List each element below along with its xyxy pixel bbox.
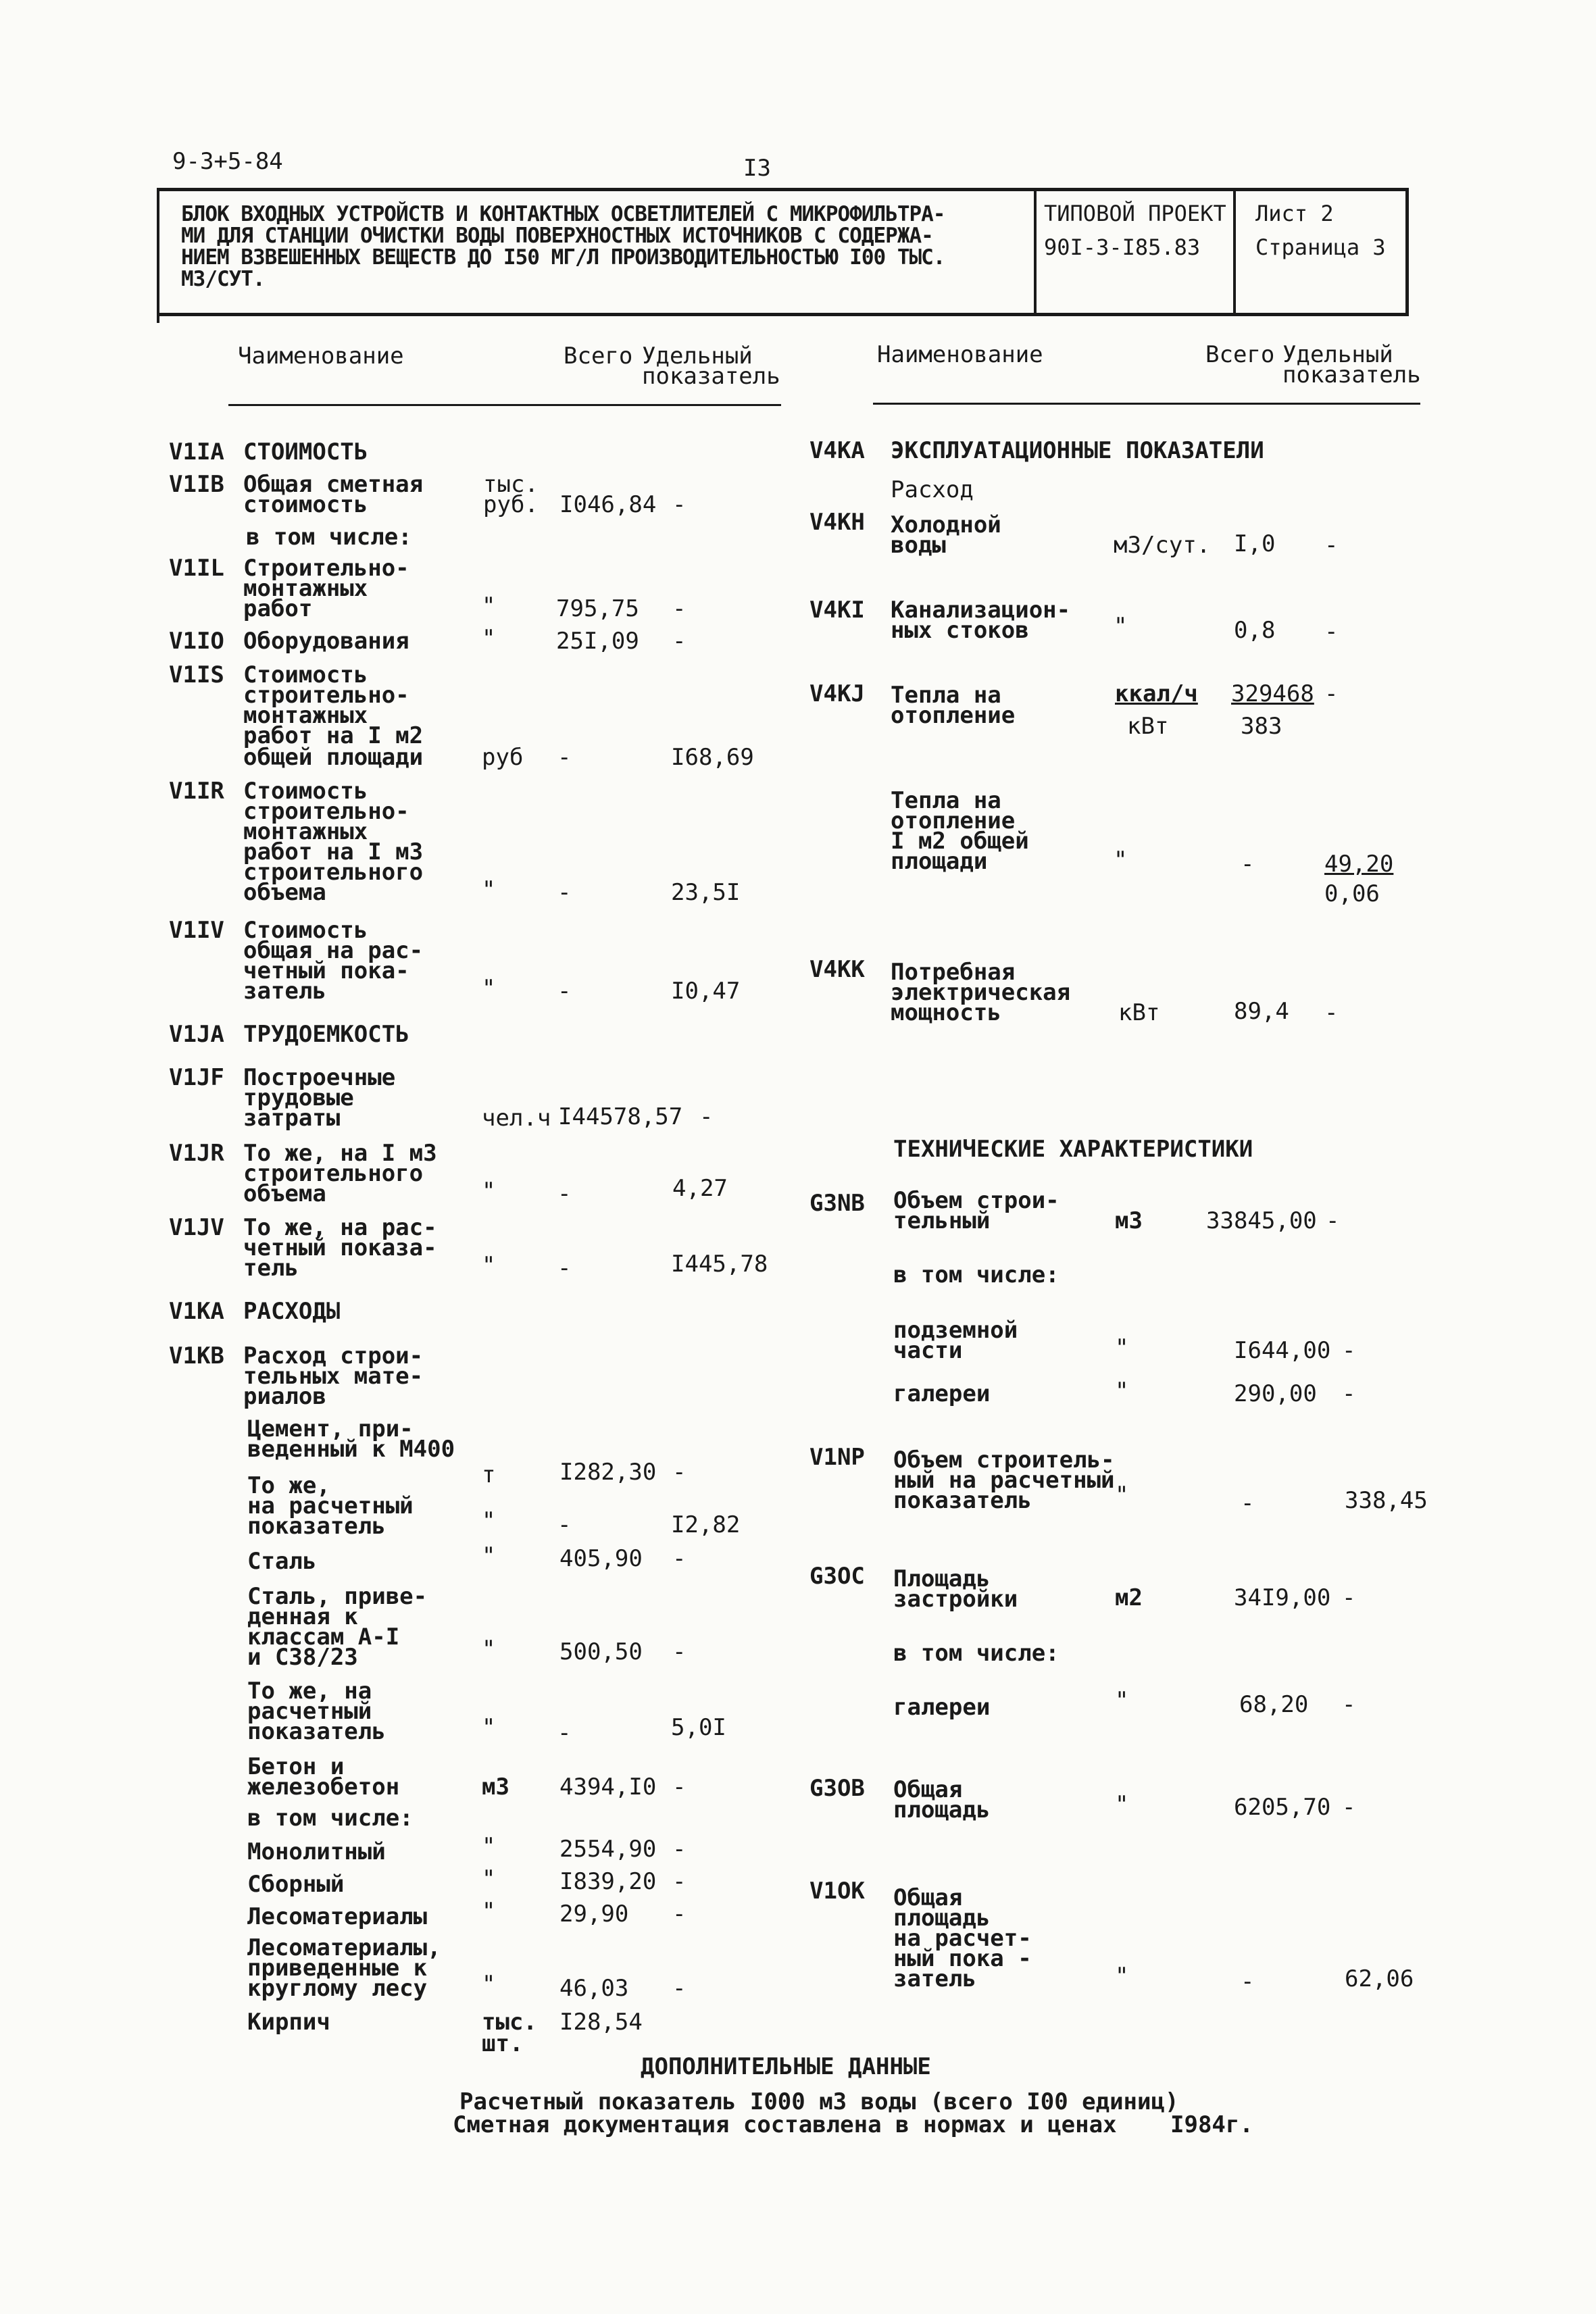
row-unit: руб (482, 744, 524, 771)
code-v1io: V1IO (169, 628, 224, 655)
row-specific: 338,45 (1345, 1487, 1428, 1514)
row-specific: 4,27 (672, 1175, 728, 1202)
row-specific: - (672, 1868, 687, 1895)
left-col-name-header: Чаименование (238, 343, 404, 370)
row-name: Объем строи- (893, 1187, 1059, 1214)
code-v1jf: V1JF (169, 1064, 224, 1091)
row-name: классам А-I (247, 1624, 400, 1651)
row-name: Строительно- (243, 555, 409, 582)
row-specific: - (1342, 1691, 1356, 1718)
row-name: Стоимость (243, 661, 368, 688)
row-total: I644,00 (1234, 1337, 1331, 1364)
row-total: 68,20 (1239, 1691, 1309, 1718)
row-name: четный пока- (243, 957, 409, 984)
row-total: 33845,00 (1206, 1207, 1317, 1234)
row-specific: - (672, 1774, 687, 1801)
row-name: Монолитный (247, 1838, 386, 1865)
right-header-rule (873, 403, 1420, 405)
row-specific: I445,78 (671, 1251, 768, 1278)
code-v4kh: V4KH (809, 509, 865, 536)
title-block-left-edge (157, 188, 159, 323)
row-name: То же, на рас- (243, 1214, 437, 1241)
row-name: Кирпич (247, 2009, 330, 2036)
section-labor-title: ТРУДОЕМКОСТЬ (243, 1021, 409, 1048)
code-v1jr: V1JR (169, 1140, 224, 1167)
row-specific: - (672, 1836, 687, 1863)
row-name: общей площади (243, 744, 424, 771)
row-total: 6205,70 (1234, 1794, 1331, 1821)
row-name: отопление (891, 702, 1016, 729)
code-v1ia: V1IA (169, 438, 224, 466)
row-total: - (557, 1180, 572, 1207)
row-name: электрическая (891, 979, 1071, 1006)
row-name: Лесоматериалы, (247, 1934, 441, 1961)
code-v4ka: V4KA (809, 437, 865, 464)
row-unit: " (482, 1714, 496, 1741)
row-name: галереи (893, 1694, 991, 1721)
code-v1ok: V1OK (809, 1878, 865, 1905)
code-v1ja: V1JA (169, 1021, 224, 1048)
row-unit: " (482, 1507, 496, 1534)
row-name: Холодной (891, 511, 1001, 538)
row-name: риалов (243, 1383, 326, 1410)
row-name: Общая сметная (243, 471, 424, 498)
row-name: в том числе: (246, 524, 412, 551)
code-g3oc: G3OC (809, 1563, 865, 1590)
row-name: застройки (893, 1586, 1018, 1613)
row-total: - (1241, 1968, 1255, 1995)
code-v1np: V1NP (809, 1444, 865, 1471)
row-specific: - (672, 1545, 687, 1572)
row-total: I282,30 (559, 1459, 657, 1486)
row-name: Потребная (891, 959, 1016, 986)
row-name: строительного (243, 1160, 424, 1187)
row-unit: " (1115, 1963, 1129, 1990)
row-specific: - (672, 1459, 687, 1486)
row-name: Стоимость (243, 778, 368, 805)
row-total: 405,90 (559, 1545, 643, 1572)
row-name: Объем строитель- (893, 1447, 1115, 1474)
row-specific: 0,06 (1324, 880, 1380, 907)
left-col-total-header: Всего (564, 343, 633, 370)
row-unit: " (1115, 1378, 1129, 1405)
row-unit: м3/сут. (1114, 532, 1211, 559)
row-name: круглому лесу (247, 1975, 428, 2002)
row-specific: 49,20 (1324, 851, 1394, 878)
row-unit: кВт (1118, 999, 1160, 1026)
row-unit: руб. (483, 491, 539, 518)
row-specific: - (1342, 1794, 1356, 1821)
code-v1il: V1IL (169, 555, 224, 582)
row-name: Сталь, приве- (247, 1583, 428, 1610)
page-label: Страница 3 (1255, 234, 1386, 260)
row-name: монтажных (243, 575, 368, 602)
section-operational-title: ЭКСПЛУАТАЦИОННЫЕ ПОКАЗАТЕЛИ (891, 437, 1264, 464)
row-name: строительно- (243, 798, 409, 825)
row-total: 46,03 (559, 1975, 629, 2002)
row-name: затраты (243, 1105, 341, 1132)
row-name: объема (243, 1180, 326, 1207)
row-name: воды (891, 532, 946, 559)
row-total: - (557, 879, 572, 906)
row-total: 89,4 (1234, 998, 1289, 1025)
row-name: тельных мате- (243, 1363, 424, 1390)
row-name: ных стоков (891, 617, 1029, 644)
row-name: ный на расчетный (893, 1467, 1115, 1494)
row-name: Бетон и (247, 1753, 345, 1780)
row-specific: 5,0I (671, 1714, 726, 1741)
row-name: в том числе: (247, 1805, 414, 1832)
code-v1ka: V1KA (169, 1298, 224, 1325)
row-specific: I0,47 (671, 978, 741, 1005)
code-v1kb: V1KB (169, 1342, 224, 1369)
row-name: Тепла на (891, 787, 1001, 814)
row-total: I44578,57 (558, 1103, 683, 1130)
row-total: - (557, 978, 572, 1005)
row-name: на расчетный (247, 1492, 414, 1519)
row-name: Расход (891, 476, 974, 503)
row-unit: " (482, 1636, 496, 1663)
row-name: тель (243, 1255, 299, 1282)
row-name: показатель (247, 1513, 386, 1540)
title-line-1: БЛОК ВХОДНЫХ УСТРОЙСТВ И КОНТАКТНЫХ ОСВЕТЛИТЕЛЕЙ С МИКРОФИЛЬТРА- (181, 202, 945, 226)
row-name: работ на I м3 (243, 838, 424, 865)
row-unit: " (482, 593, 496, 620)
row-specific: - (699, 1103, 714, 1130)
additional-data-year: I984г. (1170, 2111, 1253, 2138)
title-line-4: М3/СУТ. (181, 267, 265, 291)
row-name: Общая (893, 1884, 963, 1911)
row-unit: " (482, 1898, 496, 1925)
row-name: площадь (893, 1905, 991, 1932)
row-name: Сталь (247, 1548, 317, 1575)
row-name: общая на рас- (243, 937, 424, 964)
code-v1iv: V1IV (169, 917, 224, 944)
project-number: 90I-3-I85.83 (1044, 234, 1201, 260)
row-unit: " (482, 1833, 496, 1860)
row-name: отопление (891, 807, 1016, 834)
row-total: I046,84 (559, 491, 657, 518)
row-unit: " (482, 876, 496, 903)
row-name: стоимость (243, 491, 368, 518)
row-name: в том числе: (893, 1640, 1059, 1667)
row-unit: " (1115, 1791, 1129, 1818)
left-col-specific-header: Удельный (642, 343, 753, 370)
code-v1is: V1IS (169, 661, 224, 688)
row-total: I839,20 (559, 1868, 657, 1895)
row-name: работ (243, 595, 313, 622)
right-col-total-header: Всего (1205, 341, 1275, 368)
row-unit: " (482, 1971, 496, 1998)
row-name: I м2 общей (891, 828, 1029, 855)
row-name: затель (243, 978, 326, 1005)
row-total: 383 (1241, 713, 1282, 740)
row-name: мощность (891, 999, 1001, 1026)
row-specific: I68,69 (671, 744, 754, 771)
row-name: показатель (893, 1487, 1032, 1514)
row-name: ный пока - (893, 1945, 1032, 1972)
row-total: - (557, 744, 572, 771)
code-g3nb: G3NB (809, 1190, 865, 1217)
row-total: 2554,90 (559, 1836, 657, 1863)
sheet-number: Лист 2 (1255, 201, 1334, 226)
row-name: Оборудования (243, 628, 409, 655)
row-total: 0,8 (1234, 617, 1276, 644)
row-total: 4394,I0 (559, 1774, 657, 1801)
row-specific: - (672, 1975, 687, 2002)
row-total: - (1241, 1490, 1255, 1517)
row-name: Тепла на (891, 682, 1001, 709)
additional-data-title: ДОПОЛНИТЕЛЬНЫЕ ДАННЫЕ (641, 2053, 931, 2080)
row-total: 500,50 (559, 1638, 643, 1665)
row-unit: " (1115, 1687, 1129, 1714)
row-specific: - (672, 1638, 687, 1665)
row-specific: - (1342, 1337, 1356, 1364)
row-name: тельный (893, 1207, 991, 1234)
row-name: Лесоматериалы (247, 1903, 428, 1930)
row-name: показатель (247, 1718, 386, 1745)
row-name: Цемент, при- (247, 1415, 414, 1442)
row-unit: ккал/ч (1115, 680, 1198, 707)
row-name: затель (893, 1965, 976, 1992)
row-name: монтажных (243, 818, 368, 845)
row-name: То же, на (247, 1678, 372, 1705)
row-name: расчетный (247, 1698, 372, 1725)
row-specific: - (672, 491, 687, 518)
section-technical-title: ТЕХНИЧЕСКИЕ ХАРАКТЕРИСТИКИ (893, 1136, 1253, 1163)
row-name: Канализацион- (891, 597, 1071, 624)
row-unit: " (482, 1252, 496, 1279)
row-name: площади (891, 848, 988, 875)
row-name: площадь (893, 1796, 991, 1823)
row-unit: тыс. (483, 471, 539, 498)
code-v4kj: V4KJ (809, 680, 865, 707)
title-block-divider-1 (1034, 188, 1037, 313)
additional-data-line-1: Расчетный показатель I000 м3 воды (всего I00 единиц) (459, 2088, 1179, 2115)
row-unit: " (482, 1865, 496, 1892)
row-name: Построечные (243, 1064, 396, 1091)
row-unit: " (482, 975, 496, 1002)
row-name: монтажных (243, 702, 368, 729)
row-specific: - (1324, 680, 1339, 707)
row-name: строительно- (243, 682, 409, 709)
code-g3ob: G3OB (809, 1775, 865, 1802)
row-unit: шт. (482, 2030, 524, 2057)
row-specific: - (672, 595, 687, 622)
row-unit: " (482, 1178, 496, 1205)
row-specific: 62,06 (1345, 1965, 1414, 1992)
row-total: I28,54 (559, 2009, 643, 2036)
row-name: веденный к М400 (247, 1436, 455, 1463)
row-specific: - (1324, 618, 1339, 645)
row-unit: т (482, 1461, 496, 1488)
row-total: 329468 (1231, 680, 1314, 707)
row-name: железобетон (247, 1774, 400, 1801)
row-specific: - (1324, 532, 1339, 559)
row-name: объема (243, 879, 326, 906)
row-name: денная к (247, 1603, 358, 1630)
row-total: 34I9,00 (1234, 1584, 1331, 1611)
row-unit: м3 (1115, 1207, 1143, 1234)
row-name: подземной (893, 1317, 1018, 1344)
row-name: четный показа- (243, 1234, 437, 1261)
row-unit: тыс. (482, 2009, 537, 2036)
page-number: I3 (743, 155, 771, 182)
row-unit: " (482, 625, 496, 652)
row-total: 29,90 (559, 1901, 629, 1928)
row-name: и С38/23 (247, 1644, 358, 1671)
row-specific: - (1324, 999, 1339, 1026)
row-specific: - (672, 628, 687, 655)
row-specific: 23,5I (671, 879, 741, 906)
code-v4kk: V4KK (809, 956, 865, 983)
row-name: То же, на I м3 (243, 1140, 437, 1167)
row-specific: - (1326, 1207, 1340, 1234)
row-total: - (1241, 851, 1255, 878)
row-total: - (557, 1255, 572, 1282)
row-name: Сборный (247, 1871, 345, 1898)
row-specific: I2,82 (671, 1511, 741, 1538)
row-name: части (893, 1337, 963, 1364)
row-unit: м2 (1115, 1584, 1143, 1611)
additional-data-line-2: Сметная документация составлена в нормах и ценах (453, 2111, 1117, 2138)
code-v1ir: V1IR (169, 778, 224, 805)
section-cost-title: СТОИМОСТЬ (243, 438, 368, 466)
row-unit: " (1114, 847, 1128, 874)
row-specific: - (1342, 1584, 1356, 1611)
row-name: Стоимость (243, 917, 368, 944)
row-total: 25I,09 (556, 628, 639, 655)
row-name: приведенные к (247, 1955, 428, 1982)
code-v4ki: V4KI (809, 597, 865, 624)
row-total: - (557, 1511, 572, 1538)
row-name: Расход строи- (243, 1342, 424, 1369)
row-unit: кВт (1127, 713, 1169, 740)
title-line-3: НИЕМ ВЗВЕШЕННЫХ ВЕЩЕСТВ ДО I50 МГ/Л ПРОИЗВОДИТЕЛЬНОСТЬЮ I00 ТЫС. (181, 245, 945, 270)
row-unit: " (1115, 1482, 1129, 1509)
row-name: галереи (893, 1380, 991, 1407)
left-header-rule (228, 404, 781, 406)
row-unit: " (1115, 1334, 1129, 1361)
row-specific: - (1342, 1380, 1356, 1407)
row-unit: " (482, 1542, 496, 1569)
row-name: строительного (243, 859, 424, 886)
row-name: То же, (247, 1472, 330, 1499)
row-total: I,0 (1234, 530, 1276, 557)
row-name: трудовые (243, 1084, 354, 1111)
right-col-specific-header-2: показатель (1282, 361, 1421, 388)
section-expenses-title: РАСХОДЫ (243, 1298, 341, 1325)
left-col-specific-header-2: показатель (642, 363, 780, 390)
row-total: 290,00 (1234, 1380, 1317, 1407)
row-unit: м3 (482, 1774, 509, 1801)
row-name: Общая (893, 1776, 963, 1803)
row-unit: " (1114, 613, 1128, 640)
row-total: - (557, 1719, 572, 1746)
project-label: ТИПОВОЙ ПРОЕКТ (1044, 201, 1226, 226)
row-specific: - (672, 1901, 687, 1928)
code-v1ib: V1IB (169, 471, 224, 498)
row-unit: чел.ч (482, 1105, 551, 1132)
title-line-2: МИ ДЛЯ СТАНЦИИ ОЧИСТКИ ВОДЫ ПОВЕРХНОСТНЫХ ИСТОЧНИКОВ С СОДЕРЖА- (181, 224, 933, 248)
code-v1jv: V1JV (169, 1214, 224, 1241)
row-name: работ на I м2 (243, 722, 424, 749)
row-total: 795,75 (556, 595, 639, 622)
row-name: в том числе: (893, 1261, 1059, 1288)
title-block-divider-2 (1233, 188, 1236, 313)
right-col-name-header: Наименование (877, 341, 1043, 368)
row-name: на расчет- (893, 1925, 1032, 1952)
right-col-specific-header: Удельный (1282, 341, 1393, 368)
document-code: 9-3+5-84 (172, 148, 283, 175)
row-name: Площадь (893, 1565, 991, 1592)
